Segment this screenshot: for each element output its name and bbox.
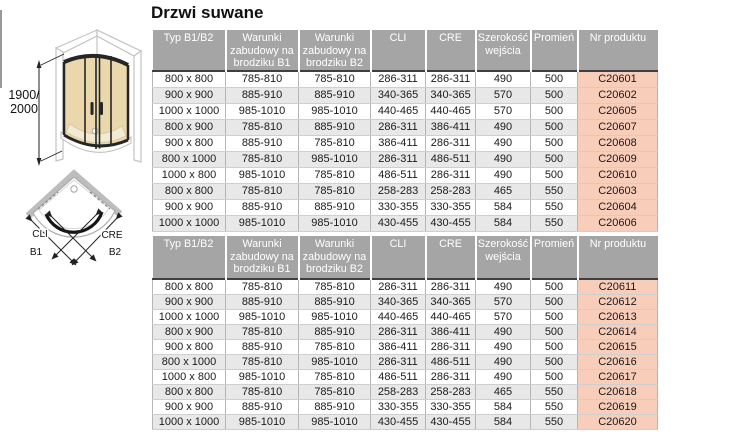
data-cell: 785-810 [299,71,371,87]
column-header: CRE [426,236,476,279]
data-cell: 286-311 [371,151,426,167]
data-cell: 800 x 900 [153,324,226,339]
data-cell: 785-810 [299,339,371,354]
table-row [153,384,658,399]
data-cell: 1000 x 1000 [153,309,226,324]
data-cell: 885-910 [299,87,371,103]
column-header: CRE [426,30,476,71]
data-cell: 286-311 [371,71,426,87]
data-cell: 570 [476,309,531,324]
product-number-cell: C20616 [578,354,658,369]
data-cell: 985-1010 [226,414,299,429]
product-number-cell: C20602 [578,87,658,103]
data-cell: 286-311 [371,279,426,294]
product-number-cell: C20620 [578,414,658,429]
data-cell: 330-355 [426,199,476,215]
column-header: Warunki zabudowy na brodziku B1 [226,236,299,279]
table-row [153,167,658,183]
data-cell: 500 [531,151,578,167]
data-cell: 985-1010 [299,309,371,324]
page-title: Drzwi suwane [151,3,264,22]
data-cell: 286-311 [426,71,476,87]
data-cell: 286-311 [426,369,476,384]
table-row [153,215,658,231]
data-cell: 985-1010 [299,215,371,231]
data-cell: 785-810 [226,354,299,369]
data-cell: 500 [531,119,578,135]
header-row [153,236,658,279]
data-cell: 570 [476,87,531,103]
data-cell: 386-411 [371,135,426,151]
data-cell: 490 [476,135,531,151]
data-cell: 785-810 [226,324,299,339]
table-row [153,324,658,339]
data-cell: 500 [531,87,578,103]
data-cell: 885-910 [299,119,371,135]
data-cell: 486-511 [426,151,476,167]
table-row [153,183,658,199]
data-cell: 430-455 [371,414,426,429]
column-header: Szerokość wejścia [476,236,531,279]
data-cell: 550 [531,414,578,429]
product-number-cell: C20603 [578,183,658,199]
product-number-cell: C20609 [578,151,658,167]
data-cell: 785-810 [226,119,299,135]
column-header: Typ B1/B2 [153,236,226,279]
data-cell: 386-411 [426,324,476,339]
column-header: Nr produktu [578,236,658,279]
data-cell: 500 [531,103,578,119]
height-label-line2: 2000 [10,102,38,116]
data-cell: 286-311 [426,279,476,294]
product-number-cell: C20614 [578,324,658,339]
data-cell: 550 [531,199,578,215]
data-cell: 386-411 [426,119,476,135]
data-cell: 1000 x 1000 [153,414,226,429]
data-cell: 785-810 [299,384,371,399]
table-row [153,135,658,151]
data-cell: 885-910 [299,324,371,339]
door-handle-left-icon [91,102,94,115]
data-cell: 386-411 [371,339,426,354]
products-table-1 [152,30,658,232]
data-cell: 486-511 [371,369,426,384]
table-row [153,103,658,119]
data-cell: 500 [531,369,578,384]
drain-icon [71,186,77,192]
product-number-cell: C20606 [578,215,658,231]
data-cell: 500 [531,294,578,309]
data-cell: 258-283 [426,183,476,199]
data-cell: 500 [531,354,578,369]
product-number-cell: C20617 [578,369,658,384]
data-cell: 985-1010 [226,309,299,324]
data-cell: 570 [476,294,531,309]
data-cell: 550 [531,399,578,414]
label-b2: B2 [108,247,122,258]
table-row [153,339,658,354]
product-number-cell: C20615 [578,339,658,354]
column-header: Warunki zabudowy na brodziku B2 [299,30,371,71]
data-cell: 500 [531,309,578,324]
data-cell: 430-455 [426,215,476,231]
data-cell: 486-511 [426,354,476,369]
data-cell: 490 [476,369,531,384]
data-cell: 500 [531,135,578,151]
data-cell: 800 x 800 [153,279,226,294]
product-number-cell: C20613 [578,309,658,324]
product-number-cell: C20605 [578,103,658,119]
data-cell: 340-365 [426,294,476,309]
data-cell: 1000 x 1000 [153,103,226,119]
data-cell: 286-311 [426,339,476,354]
data-cell: 550 [531,215,578,231]
data-cell: 885-910 [226,87,299,103]
data-cell: 900 x 900 [153,294,226,309]
table-row [153,369,658,384]
data-cell: 486-511 [371,167,426,183]
label-cre: CRE [101,230,123,241]
data-cell: 900 x 800 [153,339,226,354]
data-cell: 800 x 1000 [153,151,226,167]
data-cell: 885-910 [226,399,299,414]
label-b1: B1 [29,247,43,258]
data-cell: 500 [531,339,578,354]
data-cell: 800 x 1000 [153,354,226,369]
data-cell: 785-810 [226,384,299,399]
data-cell: 340-365 [371,87,426,103]
table-row [153,414,658,429]
data-cell: 490 [476,279,531,294]
column-header: Promień [531,236,578,279]
data-cell: 985-1010 [226,215,299,231]
data-cell: 258-283 [371,384,426,399]
data-cell: 340-365 [371,294,426,309]
data-cell: 490 [476,339,531,354]
data-cell: 985-1010 [299,354,371,369]
products-table-2 [152,236,658,430]
data-cell: 785-810 [226,71,299,87]
data-cell: 440-465 [371,309,426,324]
data-cell: 330-355 [371,399,426,414]
product-number-cell: C20612 [578,294,658,309]
table-row [153,354,658,369]
data-cell: 286-311 [426,135,476,151]
left-wall [56,48,63,161]
data-cell: 440-465 [426,309,476,324]
data-cell: 340-365 [426,87,476,103]
data-cell: 286-311 [371,354,426,369]
data-cell: 490 [476,119,531,135]
product-number-cell: C20611 [578,279,658,294]
data-cell: 900 x 800 [153,135,226,151]
data-cell: 785-810 [299,135,371,151]
data-cell: 900 x 900 [153,87,226,103]
column-header: Szerokość wejścia [476,30,531,71]
data-cell: 885-910 [299,199,371,215]
data-cell: 258-283 [371,183,426,199]
data-cell: 985-1010 [226,369,299,384]
table-row [153,399,658,414]
data-cell: 570 [476,103,531,119]
column-header: Nr produktu [578,30,658,71]
data-cell: 985-1010 [299,414,371,429]
data-cell: 440-465 [371,103,426,119]
data-cell: 1000 x 1000 [153,215,226,231]
product-number-cell: C20610 [578,167,658,183]
left-wall-top-edge [56,30,97,53]
column-header: Typ B1/B2 [153,30,226,71]
column-header: Warunki zabudowy na brodziku B1 [226,30,299,71]
data-cell: 885-910 [226,199,299,215]
data-cell: 900 x 900 [153,399,226,414]
data-cell: 490 [476,167,531,183]
data-cell: 785-810 [299,369,371,384]
product-number-cell: C20607 [578,119,658,135]
data-cell: 785-810 [226,183,299,199]
data-cell: 500 [531,167,578,183]
data-cell: 330-355 [426,399,476,414]
data-cell: 885-910 [226,294,299,309]
data-cell: 330-355 [371,199,426,215]
data-cell: 490 [476,71,531,87]
table-row [153,309,658,324]
data-cell: 550 [531,384,578,399]
data-cell: 985-1010 [226,167,299,183]
data-cell: 885-910 [226,135,299,151]
data-cell: 490 [476,151,531,167]
data-cell: 465 [476,183,531,199]
data-cell: 430-455 [426,414,476,429]
data-cell: 440-465 [426,103,476,119]
data-cell: 584 [476,215,531,231]
data-cell: 885-910 [299,294,371,309]
data-cell: 500 [531,279,578,294]
table-row [153,279,658,294]
data-cell: 584 [476,199,531,215]
data-cell: 286-311 [371,119,426,135]
data-cell: 584 [476,399,531,414]
data-cell: 500 [531,324,578,339]
table-row [153,151,658,167]
table-row [153,71,658,87]
label-cli: CLI [32,229,48,240]
door-handle-right-icon [100,102,103,115]
product-number-cell: C20619 [578,399,658,414]
product-number-cell: C20608 [578,135,658,151]
column-header: CLI [371,30,426,71]
drain-icon [92,128,98,134]
data-cell: 258-283 [426,384,476,399]
data-cell: 985-1010 [299,151,371,167]
data-cell: 885-910 [299,399,371,414]
data-cell: 490 [476,324,531,339]
product-number-cell: C20601 [578,71,658,87]
data-cell: 500 [531,71,578,87]
data-cell: 800 x 800 [153,71,226,87]
shower-front-view-diagram [0,10,150,172]
data-cell: 490 [476,354,531,369]
column-header: Warunki zabudowy na brodziku B2 [299,236,371,279]
data-cell: 785-810 [299,167,371,183]
data-cell: 800 x 900 [153,119,226,135]
data-cell: 800 x 800 [153,183,226,199]
product-number-cell: C20618 [578,384,658,399]
data-cell: 584 [476,414,531,429]
table-row [153,294,658,309]
data-cell: 286-311 [371,324,426,339]
data-cell: 785-810 [226,279,299,294]
data-cell: 900 x 900 [153,199,226,215]
data-cell: 286-311 [426,167,476,183]
data-cell: 785-810 [299,279,371,294]
data-cell: 430-455 [371,215,426,231]
data-cell: 885-910 [226,339,299,354]
data-cell: 1000 x 800 [153,369,226,384]
header-row [153,30,658,71]
column-header: CLI [371,236,426,279]
shower-plan-view-diagram [0,163,150,275]
arrow-up-icon [37,60,42,68]
data-cell: 465 [476,384,531,399]
height-label-line1: 1900/ [8,88,40,102]
data-cell: 1000 x 800 [153,167,226,183]
right-wall-top-edge [97,30,141,56]
data-cell: 985-1010 [299,103,371,119]
data-cell: 785-810 [299,183,371,199]
right-wall [134,51,141,162]
data-cell: 550 [531,183,578,199]
data-cell: 800 x 800 [153,384,226,399]
data-cell: 985-1010 [226,103,299,119]
table-row [153,199,658,215]
column-header: Promień [531,30,578,71]
product-number-cell: C20604 [578,199,658,215]
data-cell: 785-810 [226,151,299,167]
table-row [153,87,658,103]
table-row [153,119,658,135]
